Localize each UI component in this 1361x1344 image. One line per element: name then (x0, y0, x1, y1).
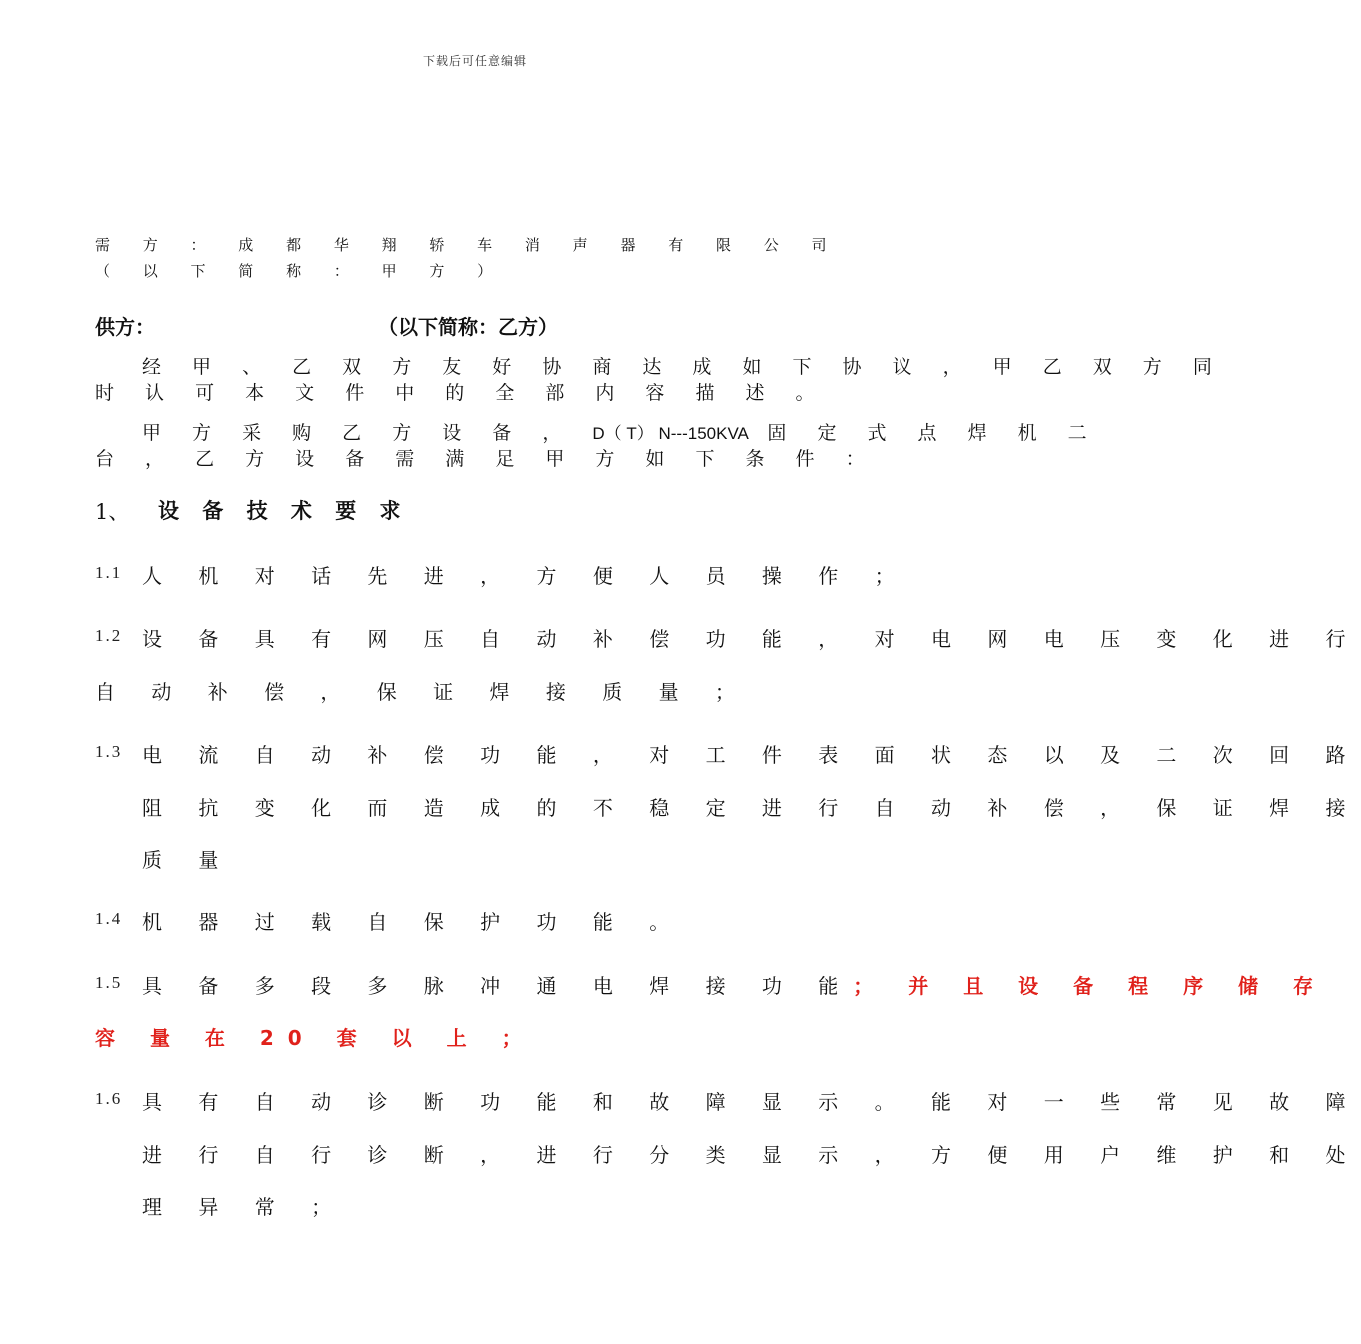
item-1-2-line: 自 动 补 偿 ， 保 证 焊 接 质 量 ； (95, 680, 750, 704)
item-1-1-line: 人 机 对 话 先 进 ， 方 便 人 员 操 作 ； (142, 564, 910, 588)
item-1-6-line: 具 有 自 动 诊 断 功 能 和 故 障 显 示 。 能 对 一 些 常 见 故 障 (142, 1090, 1361, 1114)
item-number: 1.4 (95, 909, 123, 928)
intro-p1-line1: 经 甲 、 乙 双 方 友 好 协 商 达 成 如 下 协 议 ， 甲 乙 双 方 同 (142, 356, 1225, 378)
item-number: 1.1 (95, 563, 123, 582)
item-1-3-line: 电 流 自 动 补 偿 功 能 ， 对 工 件 表 面 状 态 以 及 二 次 回 路 (142, 743, 1361, 767)
buyer-line: 需 方 ： 成 都 华 翔 轿 车 消 声 器 有 限 公 司 (95, 236, 841, 254)
item-1-5-line (142, 970, 1327, 999)
header-note: 下载后可任意编辑 (422, 54, 527, 68)
supplier-label: 供方： (95, 315, 155, 339)
item-number: 1.6 (95, 1089, 123, 1108)
item-1-5-red-line: 容 量 在 20 套 以 上 ； (95, 1026, 536, 1050)
item-number: 1.3 (95, 742, 123, 761)
item-number: 1.2 (95, 626, 123, 645)
supplier-alias: （以下简称：乙方） (378, 315, 558, 339)
intro-p2-post: 固 定 式 点 焊 机 二 (767, 422, 1100, 444)
intro-p2-line1 (142, 418, 1099, 445)
item-1-6-line: 进 行 自 行 诊 断 ， 进 行 分 类 显 示 ， 方 便 用 户 维 护 和 处 (142, 1143, 1361, 1167)
section-title: 设 备 技 术 要 求 (158, 499, 409, 523)
equipment-model: D（ T） N---150KVA (592, 424, 749, 443)
item-1-6-line: 理 异 常 ； (142, 1195, 347, 1219)
intro-p1-line2: 时 认 可 本 文 件 中 的 全 部 内 容 描 述 。 (95, 382, 828, 404)
item-number: 1.5 (95, 973, 123, 992)
item-1-5-red-text: ； 并 且 设 备 程 序 储 存 (853, 974, 1327, 998)
intro-p2-line2: 台 ， 乙 方 设 备 需 满 足 甲 方 如 下 条 件 ： (95, 448, 878, 470)
item-1-2-line: 设 备 具 有 网 压 自 动 补 偿 功 能 ， 对 电 网 电 压 变 化 进 行 (142, 627, 1361, 651)
item-1-3-line: 阻 抗 变 化 而 造 成 的 不 稳 定 进 行 自 动 补 偿 ， 保 证 焊 接 (142, 796, 1361, 820)
buyer-alias: （ 以 下 简 称 ： 甲 方 ） (95, 262, 507, 280)
section-number: 1、 (95, 500, 130, 524)
item-1-4-line: 机 器 过 载 自 保 护 功 能 。 (142, 910, 685, 934)
item-1-5-black-text: 具 备 多 段 多 脉 冲 通 电 焊 接 功 能 (142, 974, 854, 998)
item-1-3-line: 质 量 (142, 848, 234, 872)
intro-p2-pre: 甲 方 采 购 乙 方 设 备 ， (142, 422, 574, 444)
